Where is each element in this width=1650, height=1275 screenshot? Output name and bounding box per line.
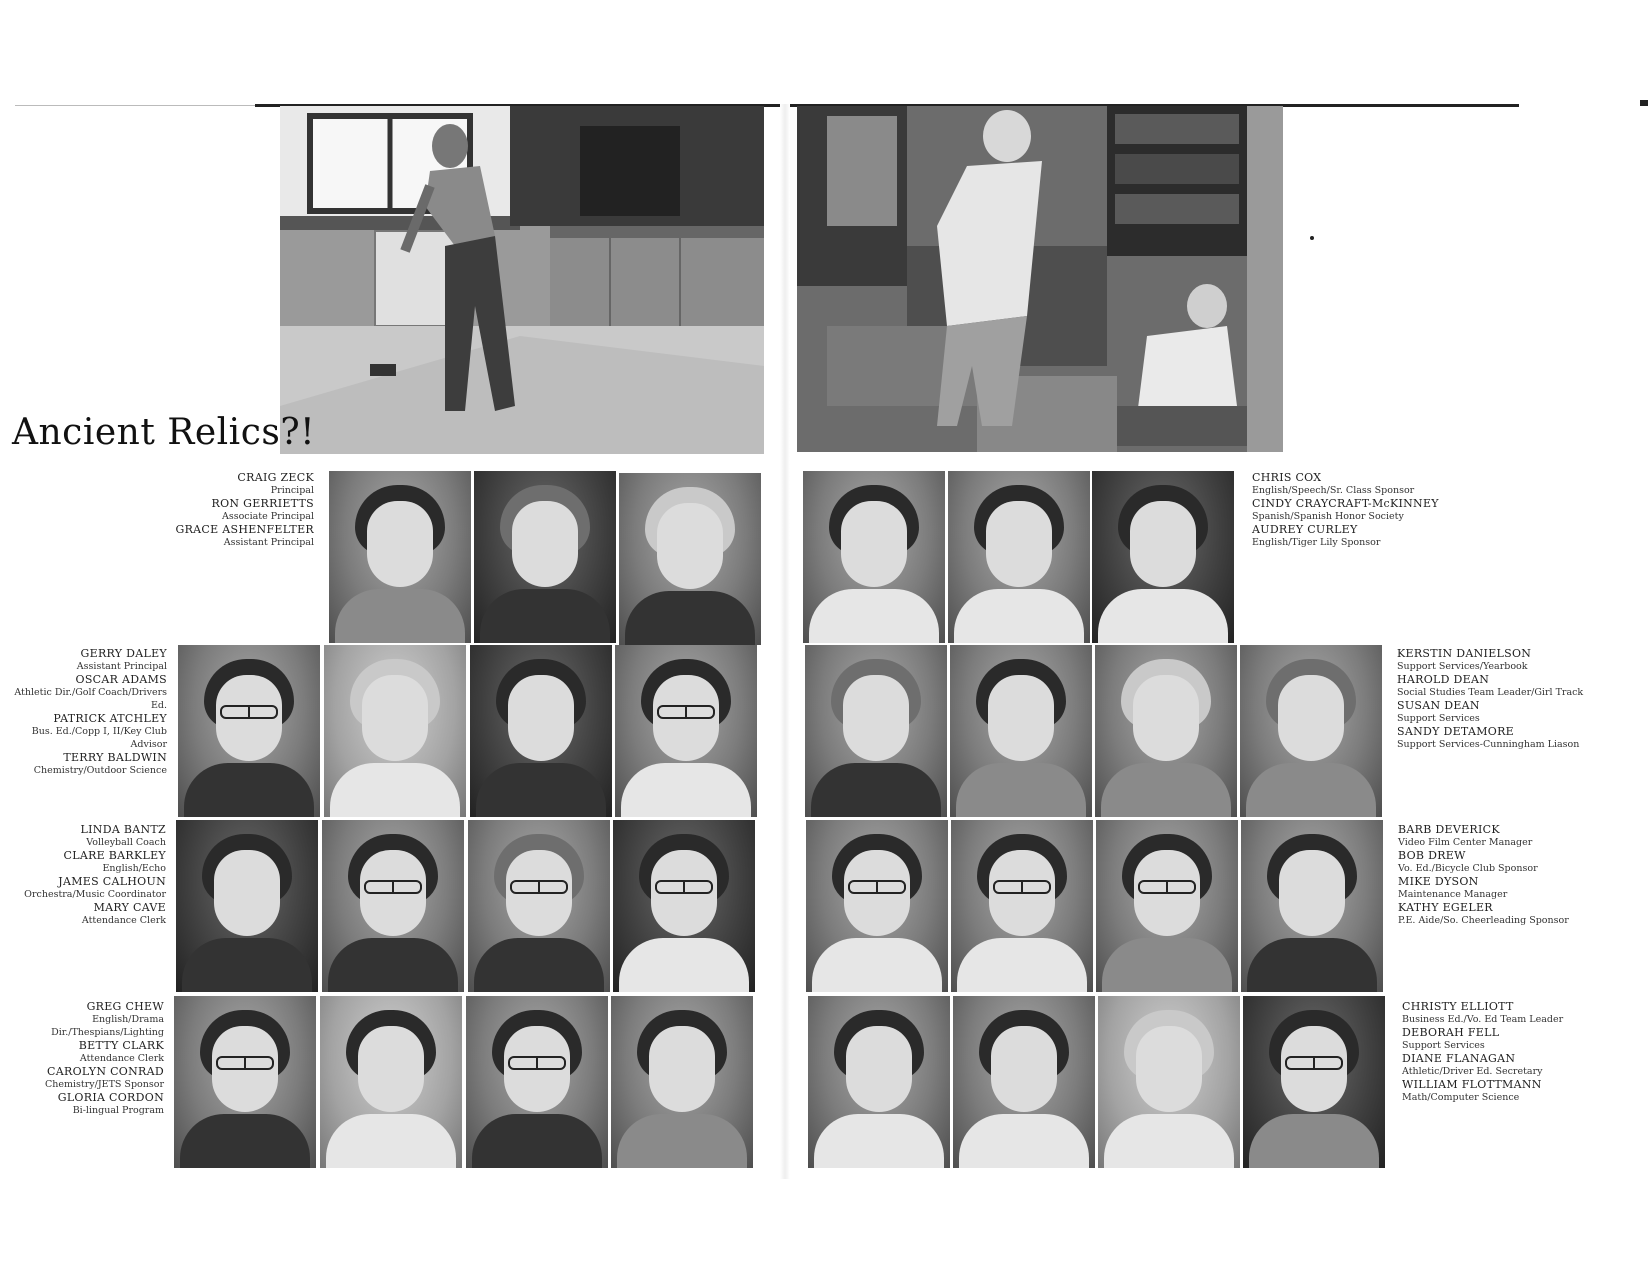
staff-name: KATHY EGELER	[1398, 901, 1493, 914]
portrait-photo	[329, 471, 471, 643]
staff-role: Attendance Clerk	[79, 1053, 164, 1064]
staff-role: Chemistry/Outdoor Science	[33, 765, 167, 776]
staff-role: English/Speech/Sr. Class Sponsor	[1252, 485, 1415, 496]
staff-name: BETTY CLARK	[78, 1039, 164, 1052]
staff-name: CRAIG ZECK	[237, 471, 314, 484]
staff-role: Attendance Clerk	[81, 915, 166, 926]
staff-name: OSCAR ADAMS	[75, 673, 167, 686]
staff-role: English/Tiger Lily Sponsor	[1252, 537, 1381, 548]
caption-block-4	[1397, 647, 1637, 751]
staff-role: Math/Computer Science	[1402, 1092, 1520, 1103]
staff-name: LINDA BANTZ	[80, 823, 166, 836]
staff-role: Support Services/Yearbook	[1397, 661, 1528, 672]
portrait-photo	[805, 645, 947, 817]
portrait-photo	[470, 645, 612, 817]
staff-role: English/Drama Dir./Thespians/Lighting	[51, 1014, 164, 1038]
portrait-photo	[803, 471, 945, 643]
caption-block-1	[90, 471, 314, 549]
caption-block-2	[1252, 471, 1492, 549]
staff-name: KERSTIN DANIELSON	[1397, 647, 1532, 660]
portrait-photo	[615, 645, 757, 817]
portrait-photo	[951, 820, 1093, 992]
portrait-photo	[808, 996, 950, 1168]
portrait-photo	[322, 820, 464, 992]
portrait-photo	[619, 473, 761, 645]
staff-name: GLORIA CORDON	[57, 1091, 164, 1104]
staff-role: Assistant Principal	[223, 537, 314, 548]
staff-role: Volleyball Coach	[86, 837, 166, 848]
staff-role: Athletic/Driver Ed. Secretary	[1402, 1066, 1543, 1077]
portrait-photo	[613, 820, 755, 992]
portrait-photo	[953, 996, 1095, 1168]
speck	[1310, 236, 1314, 240]
staff-role: Bi-lingual Program	[72, 1105, 164, 1116]
staff-role: Spanish/Spanish Honor Society	[1252, 511, 1404, 522]
portrait-photo	[174, 996, 316, 1168]
portrait-photo	[324, 645, 466, 817]
staff-role: English/Echo	[102, 863, 166, 874]
portrait-photo	[468, 820, 610, 992]
staff-name: GREG CHEW	[86, 1000, 164, 1013]
staff-name: GRACE ASHENFELTER	[175, 523, 314, 536]
caption-block-6	[1398, 823, 1638, 927]
staff-name: HAROLD DEAN	[1397, 673, 1490, 686]
staff-name: GERRY DALEY	[80, 647, 167, 660]
staff-name: RON GERRIETTS	[211, 497, 314, 510]
portrait-photo	[1241, 820, 1383, 992]
staff-name: DEBORAH FELL	[1402, 1026, 1500, 1039]
staff-name: JAMES CALHOUN	[58, 875, 166, 888]
portrait-photo	[611, 996, 753, 1168]
staff-role: Business Ed./Vo. Ed Team Leader	[1402, 1014, 1564, 1025]
caption-block-3	[2, 647, 167, 777]
portrait-photo	[320, 996, 462, 1168]
staff-role: Vo. Ed./Bicycle Club Sponsor	[1398, 863, 1538, 874]
portrait-photo	[1092, 471, 1234, 643]
portrait-photo	[1095, 645, 1237, 817]
staff-role: Associate Principal	[221, 511, 314, 522]
candid-photo-left	[280, 106, 764, 454]
staff-role: Social Studies Team Leader/Girl Track	[1397, 687, 1584, 698]
portrait-photo	[1096, 820, 1238, 992]
portrait-photo	[1098, 996, 1240, 1168]
staff-name: PATRICK ATCHLEY	[53, 712, 167, 725]
staff-name: TERRY BALDWIN	[63, 751, 167, 764]
staff-name: CLARE BARKLEY	[63, 849, 166, 862]
edge-mark	[1640, 100, 1648, 106]
staff-role: Chemistry/JETS Sponsor	[44, 1079, 164, 1090]
staff-role: Orchestra/Music Coordinator	[24, 889, 166, 900]
candid-photo-right	[797, 106, 1283, 452]
portrait-photo	[474, 471, 616, 643]
staff-role: Bus. Ed./Copp I, II/Key Club Advisor	[31, 726, 167, 750]
portrait-photo	[178, 645, 320, 817]
staff-role: Principal	[270, 485, 314, 496]
staff-name: CAROLYN CONRAD	[47, 1065, 164, 1078]
portrait-photo	[1243, 996, 1385, 1168]
portrait-photo	[950, 645, 1092, 817]
staff-name: MIKE DYSON	[1398, 875, 1479, 888]
staff-name: MARY CAVE	[93, 901, 166, 914]
staff-name: CINDY CRAYCRAFT-McKINNEY	[1252, 497, 1439, 510]
portrait-photo	[1240, 645, 1382, 817]
staff-role: Maintenance Manager	[1398, 889, 1508, 900]
staff-role: Athletic Dir./Golf Coach/Drivers Ed.	[14, 687, 167, 711]
staff-role: Support Services-Cunningham Liason	[1397, 739, 1580, 750]
staff-name: CHRISTY ELLIOTT	[1402, 1000, 1514, 1013]
caption-block-5	[2, 823, 166, 927]
portrait-photo	[948, 471, 1090, 643]
page-gutter	[780, 104, 790, 1179]
caption-block-8	[1402, 1000, 1642, 1104]
staff-name: CHRIS COX	[1252, 471, 1322, 484]
caption-block-7	[0, 1000, 164, 1117]
staff-role: Assistant Principal	[76, 661, 167, 672]
staff-name: WILLIAM FLOTTMANN	[1402, 1078, 1542, 1091]
staff-role: Video Film Center Manager	[1398, 837, 1533, 848]
staff-role: P.E. Aide/So. Cheerleading Sponsor	[1398, 915, 1569, 926]
staff-role: Support Services	[1402, 1040, 1485, 1051]
staff-role: Support Services	[1397, 713, 1480, 724]
staff-name: BARB DEVERICK	[1398, 823, 1500, 836]
top-rule-left	[15, 105, 255, 106]
page-title: Ancient Relics?!	[12, 412, 316, 453]
portrait-photo	[806, 820, 948, 992]
staff-name: AUDREY CURLEY	[1252, 523, 1358, 536]
portrait-photo	[466, 996, 608, 1168]
staff-name: SUSAN DEAN	[1397, 699, 1480, 712]
staff-name: SANDY DETAMORE	[1397, 725, 1515, 738]
staff-name: BOB DREW	[1398, 849, 1466, 862]
portrait-photo	[176, 820, 318, 992]
staff-name: DIANE FLANAGAN	[1402, 1052, 1516, 1065]
